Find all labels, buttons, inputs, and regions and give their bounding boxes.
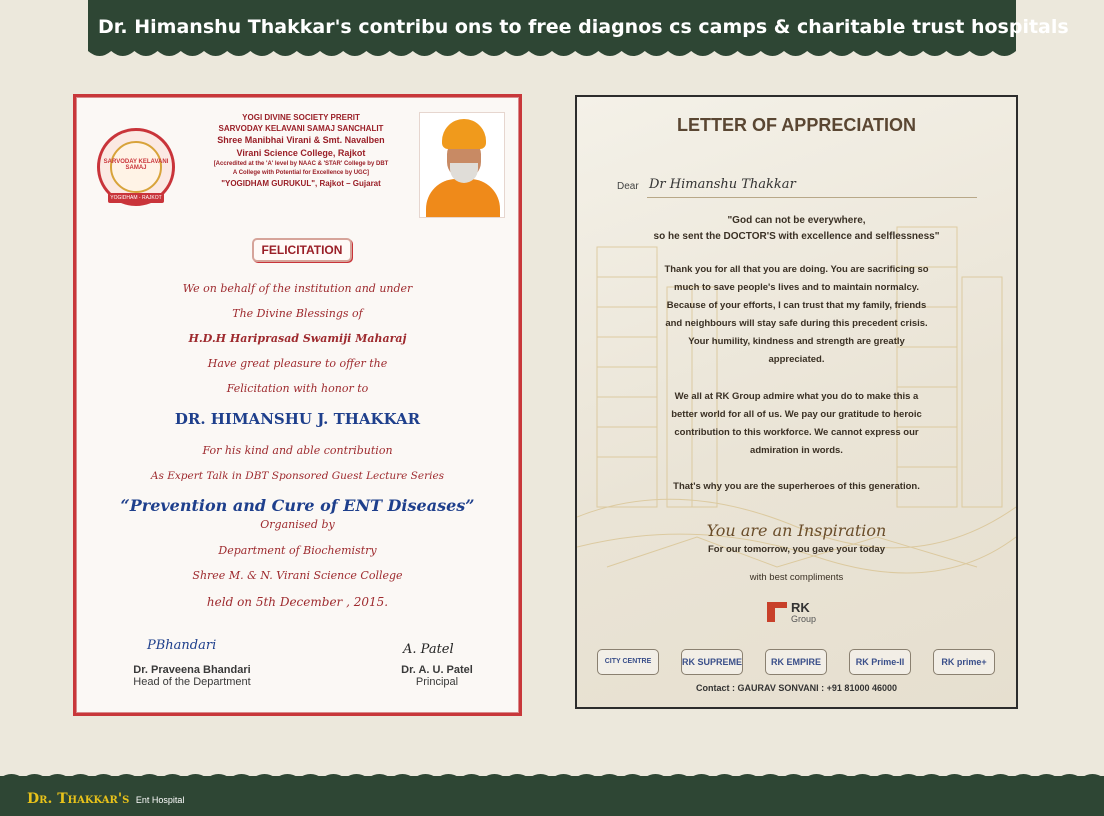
signatory-role: Head of the Department xyxy=(133,676,251,688)
recipient-underline xyxy=(647,197,977,198)
org-line: SARVODAY KELAVANI SAMAJ SANCHALIT xyxy=(218,124,384,133)
letter-line: We all at RK Group admire what you do to make this a xyxy=(674,391,919,402)
college-seal-icon xyxy=(97,128,175,206)
org-line: Shree Manibhai Virani & Smt. Navalben xyxy=(217,135,385,145)
letter-line: better world for all of us. We pay our gratitude to heroic xyxy=(671,409,922,420)
letter-line: contribution to this workforce. We cannot express our xyxy=(674,427,919,438)
swamiji-portrait xyxy=(419,112,505,218)
cert-line: For his kind and able contribution xyxy=(202,444,393,457)
page-title: Dr. Himanshu Thakkar's contribu ons to free diagnos cs camps & charitable trust hospitals xyxy=(98,16,1069,38)
college-header xyxy=(185,112,417,189)
letter-line: and neighbours will stay safe during this precedent crisis. xyxy=(665,318,928,329)
salutation: Dear xyxy=(617,181,639,192)
rk-group-logo xyxy=(767,600,837,630)
compliments: with best compliments xyxy=(749,572,844,583)
letter-line: Your humility, kindness and strength are greatly xyxy=(688,336,905,347)
rk-logo-name: RK xyxy=(791,600,810,615)
signatory-name: Dr. Praveena Bhandari xyxy=(133,664,251,676)
header-banner xyxy=(88,0,1069,58)
inspiration-heading: You are an Inspiration xyxy=(706,521,887,540)
principal-signature: A. Patel xyxy=(403,642,454,657)
cert-date: held on 5th December , 2015. xyxy=(206,595,389,609)
rk-logo-sub: Group xyxy=(791,614,817,624)
seal-bottom-text: YOGIDHAM - RAJKOT xyxy=(108,193,164,203)
footer-logo xyxy=(27,790,184,808)
signatory-hod xyxy=(117,664,267,688)
hod-signature: PBhandari xyxy=(147,638,217,653)
signatory-name: Dr. A. U. Patel xyxy=(401,664,473,676)
footer-wave-edge xyxy=(0,770,1104,778)
felicitation-heading: FELICITATION xyxy=(252,238,352,262)
cert-line: Have great pleasure to offer the xyxy=(207,357,388,370)
brand-city-centre: CITY CENTRE xyxy=(597,649,659,675)
footer-brand-subtitle: Ent Hospital xyxy=(135,795,185,805)
org-line: Virani Science College, Rajkot xyxy=(236,148,366,158)
banner-wave-edge xyxy=(88,51,1016,59)
org-line: "YOGIDHAM GURUKUL", Rajkot – Gujarat xyxy=(221,179,381,188)
org-line: [Accredited at the 'A' level by NAAC & 'STAR' College by DBT xyxy=(213,161,389,167)
seal-top-text: SARVODAY KELAVANI SAMAJ xyxy=(103,159,169,171)
signatory-principal xyxy=(377,664,497,688)
brand-rk-prime-plus: RK prime+ xyxy=(933,649,995,675)
closing-line: That's why you are the superheroes of this generation. xyxy=(673,481,920,492)
honoree-name: DR. HIMANSHU J. THAKKAR xyxy=(174,410,421,428)
quote-line: "God can not be everywhere, xyxy=(727,215,866,226)
contact-line: Contact : GAURAV SONVANI : +91 81000 46000 xyxy=(696,683,897,693)
cert-line: Shree M. & N. Virani Science College xyxy=(192,569,403,582)
cert-line: Department of Biochemistry xyxy=(218,544,377,557)
cert-line: The Divine Blessings of xyxy=(232,307,363,320)
cert-line: We on behalf of the institution and under xyxy=(182,282,413,295)
org-line: YOGI DIVINE SOCIETY PRERIT xyxy=(242,113,360,122)
cert-line: H.D.H Hariprasad Swamiji Maharaj xyxy=(188,332,407,345)
felicitation-certificate xyxy=(73,94,522,716)
letter-line: admiration in words. xyxy=(750,445,843,456)
brand-rk-supreme: RK SUPREME xyxy=(681,649,743,675)
letter-paragraph-2 xyxy=(577,388,1016,460)
signatory-role: Principal xyxy=(415,676,459,688)
brand-rk-prime-ii: RK Prime-II xyxy=(849,649,911,675)
footer-brand-name: Dr. Thakkar's xyxy=(27,791,130,807)
letter-line: Because of your efforts, I can trust that my family, friends xyxy=(666,300,927,311)
brand-rk-empire: RK EMPIRE xyxy=(765,649,827,675)
rk-logo-icon xyxy=(767,602,787,622)
appreciation-letter xyxy=(575,95,1018,709)
letter-title: LETTER OF APPRECIATION xyxy=(676,115,916,135)
letter-line: much to save people's lives and to maintain normalcy. xyxy=(674,282,919,293)
cert-line: Organised by xyxy=(260,518,335,531)
recipient-name: Dr Himanshu Thakkar xyxy=(649,177,796,192)
letter-paragraph-1 xyxy=(577,261,1016,369)
letter-line: Thank you for all that you are doing. You are sacrificing so xyxy=(664,264,929,275)
cert-line: As Expert Talk in DBT Sponsored Guest Lecture Series xyxy=(150,470,445,482)
tagline: For our tomorrow, you gave your today xyxy=(708,544,885,555)
org-line: A College with Potential for Excellence by UGC] xyxy=(232,170,370,176)
lecture-title: “Prevention and Cure of ENT Diseases” xyxy=(120,496,475,515)
letter-quote xyxy=(577,213,1016,245)
letter-line: appreciated. xyxy=(768,354,825,365)
brand-strip xyxy=(597,649,997,675)
cert-line: Felicitation with honor to xyxy=(226,382,369,395)
footer-bar xyxy=(0,776,1104,816)
quote-line: so he sent the DOCTOR'S with excellence and selflessness" xyxy=(653,231,940,242)
